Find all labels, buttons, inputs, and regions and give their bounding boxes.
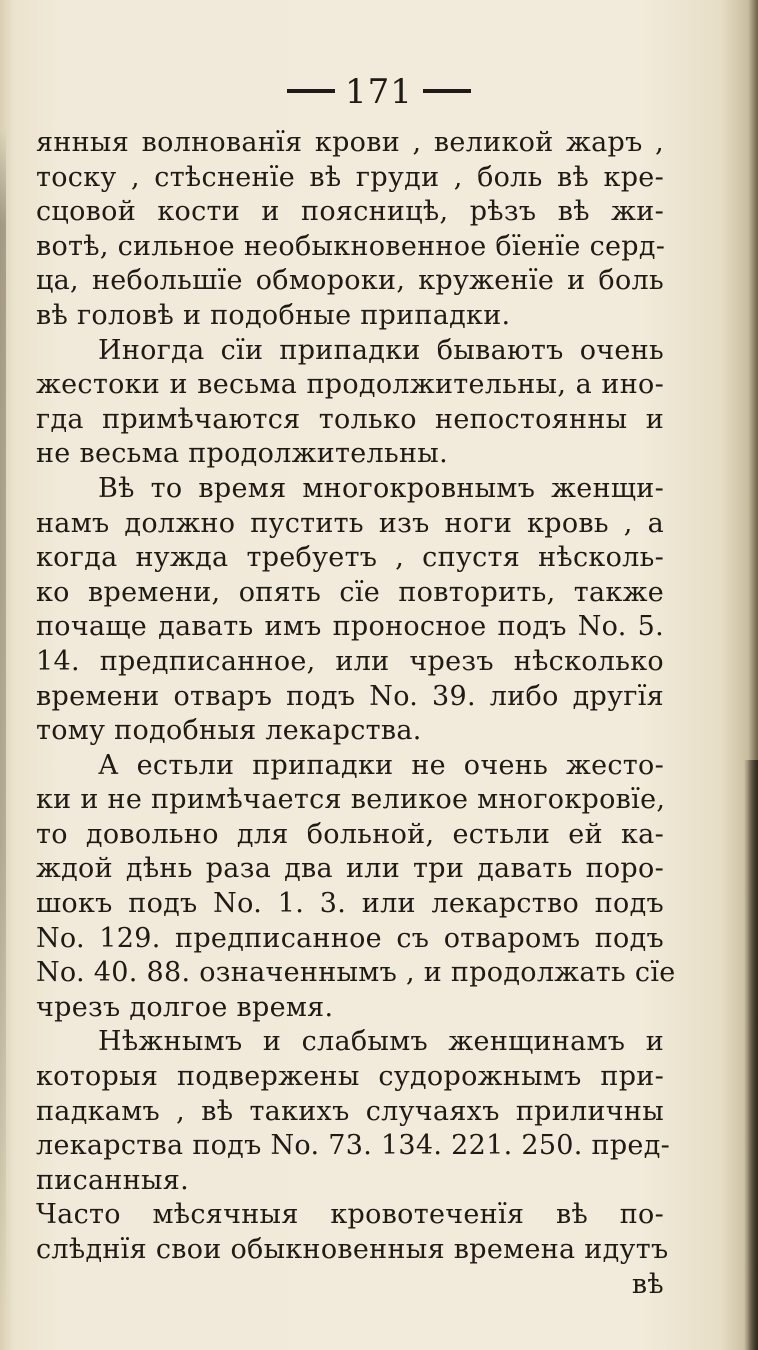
text-line: тоску , стѣсненїе вѣ груди , боль вѣ кре- bbox=[36, 161, 664, 193]
text-line: ко времени, опять сїе повторить, также bbox=[36, 576, 664, 608]
text-line: лекарства подъ No. 73. 134. 221. 250. пред- bbox=[36, 1130, 671, 1162]
text-line: Иногда сїи припадки бываютъ очень bbox=[98, 334, 664, 366]
text-line: шокъ подъ No. 1. 3. или лекарство подъ bbox=[36, 888, 664, 920]
catchword: вѣ bbox=[631, 1268, 664, 1300]
text-line: писанныя. bbox=[36, 1164, 190, 1196]
text-line: когда нужда требуетъ , спустя нѣсколь- bbox=[36, 542, 664, 574]
page-header bbox=[0, 72, 758, 112]
text-line: А естьли припадки не очень жесто- bbox=[98, 749, 664, 781]
text-line: No. 129. предписанное съ отваромъ подъ bbox=[36, 922, 664, 954]
page-number: 171 bbox=[345, 72, 413, 112]
text-line: ждой дѣнь раза два или три давать поро- bbox=[36, 853, 664, 885]
text-line: гда примѣчаются только непостоянны и bbox=[36, 403, 664, 435]
header-rule-right bbox=[423, 89, 471, 93]
text-line: жестоки и весьма продолжительны, а ино- bbox=[36, 369, 664, 401]
text-line: не весьма продолжительны. bbox=[36, 438, 448, 470]
page-edge-shadow bbox=[744, 760, 758, 1350]
text-line: почаще давать имъ проносное подъ No. 5. bbox=[36, 611, 664, 643]
text-line: вотѣ, сильное необыкновенное бїенїе серд- bbox=[36, 230, 666, 262]
text-line: намъ должно пустить изъ ноги кровь , а bbox=[36, 507, 664, 539]
text-line: Часто мѣсячныя кровотеченїя вѣ по- bbox=[36, 1199, 664, 1231]
text-line: ки и не примѣчается великое многокровїе, bbox=[36, 784, 666, 816]
text-line: которыя подвержены судорожнымъ при- bbox=[36, 1061, 664, 1093]
text-line: янныя волнованїя крови , великой жаръ , bbox=[36, 127, 664, 158]
text-line: чрезъ долгое время. bbox=[36, 991, 334, 1023]
text-line: ца, небольшїе обмороки, круженїе и боль bbox=[36, 265, 664, 297]
text-line: сцовой кости и поясницѣ, рѣзъ вѣ жи- bbox=[36, 196, 664, 228]
text-line: вѣ головѣ и подобные припадки. bbox=[36, 299, 511, 331]
text-line: Нѣжнымъ и слабымъ женщинамъ и bbox=[98, 1026, 664, 1058]
page-gutter-shadow bbox=[0, 130, 6, 1310]
text-line: то довольно для больной, естьли ей ка- bbox=[36, 818, 664, 850]
text-line: слѣднїя свои обыкновенныя времена идутъ bbox=[36, 1234, 669, 1265]
body-text bbox=[36, 126, 676, 1302]
text-line: тому подобныя лекарства. bbox=[36, 715, 422, 747]
text-line: падкамъ , вѣ такихъ случаяхъ приличны bbox=[36, 1095, 664, 1127]
text-line: Вѣ то время многокровнымъ женщи- bbox=[98, 472, 664, 504]
text-line: времени отваръ подъ No. 39. либо другїя bbox=[36, 680, 664, 712]
text-line: No. 40. 88. означеннымъ , и продолжать сїе bbox=[36, 957, 676, 989]
header-rule-left bbox=[287, 89, 335, 93]
text-line: 14. предписанное, или чрезъ нѣсколько bbox=[36, 645, 664, 677]
